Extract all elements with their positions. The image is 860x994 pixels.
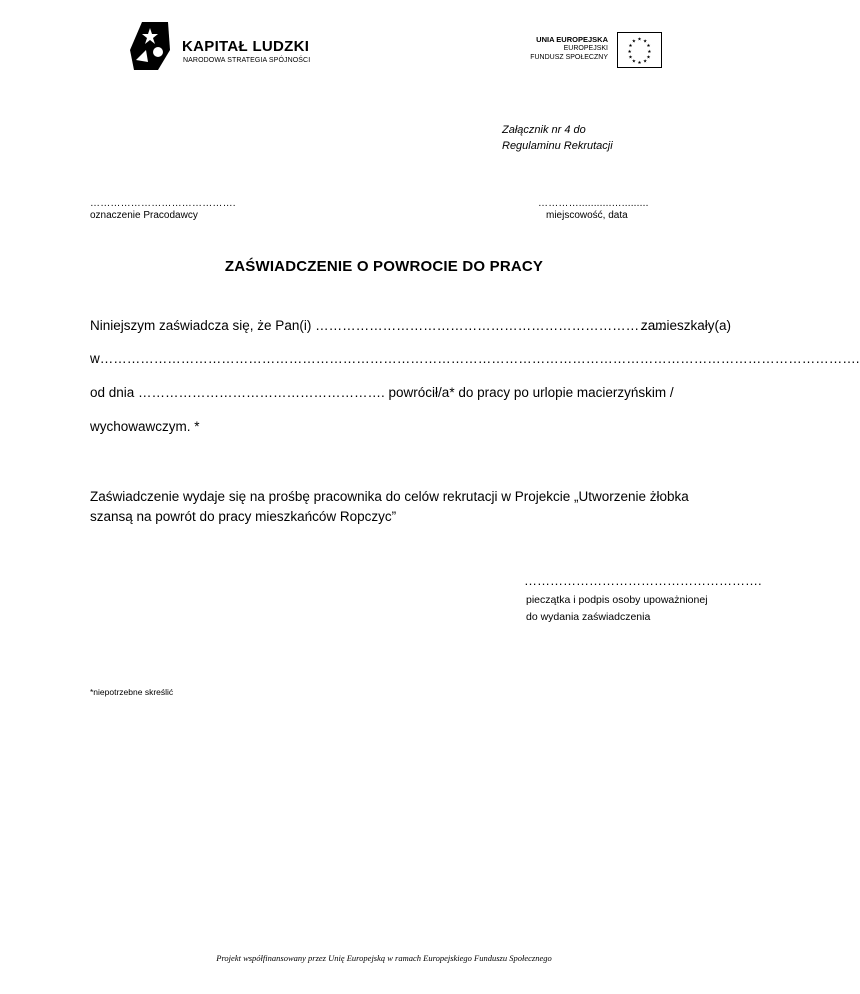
svg-text:★: ★	[643, 59, 648, 65]
statement-text: Zaświadczenie wydaje się na prośbę pracownika do celów rekrutacji w Projekcie „Utworzenie żłobka szansą na powrót do pracy mieszkańców Ropczyc”	[90, 489, 689, 524]
svg-text:★: ★	[646, 44, 651, 50]
paragraph-line1-left: Niniejszym zaświadcza się, że Pan(i) ……………………………………………………………………	[90, 318, 667, 333]
page-footer: Projekt współfinansowany przez Unię Europejską w ramach Europejskiego Funduszu Społecznego	[216, 953, 552, 963]
footnote: *niepotrzebne skreślić	[90, 687, 174, 697]
place-date-dots: …………...........….........	[538, 198, 649, 209]
svg-text:★: ★	[631, 59, 636, 65]
eu-logo-line1: UNIA EUROPEJSKA	[536, 35, 608, 44]
eu-logo-line2: EUROPEJSKI	[563, 45, 608, 52]
svg-text:★: ★	[637, 37, 642, 43]
svg-text:★: ★	[627, 49, 632, 55]
signature-caption-line2: do wydania zaświadczenia	[526, 611, 651, 623]
kapital-ludzki-subtitle: NARODOWA STRATEGIA SPÓJNOŚCI	[183, 57, 311, 64]
svg-text:★: ★	[628, 44, 633, 50]
signature-caption-line1: pieczątka i podpis osoby upoważnionej	[526, 594, 708, 606]
annex-reference	[502, 122, 613, 154]
eu-flag-icon	[617, 32, 662, 68]
svg-text:★: ★	[647, 49, 652, 55]
annex-line2: Regulaminu Rekrutacji	[502, 140, 613, 152]
svg-text:★: ★	[628, 55, 633, 61]
eu-logo-line3: FUNDUSZ SPOŁECZNY	[530, 54, 608, 61]
employer-dots: …………………………………….	[90, 198, 236, 209]
document-title: ZAŚWIADCZENIE O POWROCIE DO PRACY	[224, 258, 544, 275]
svg-text:★: ★	[643, 39, 648, 45]
eu-logo	[514, 30, 662, 70]
place-date-label: miejscowość, data	[546, 210, 628, 221]
signature-dots: ……………………………………………….	[524, 573, 762, 588]
paragraph-line1-right: zamieszkały(a)	[641, 318, 732, 333]
annex-line1: Załącznik nr 4 do	[502, 124, 586, 136]
svg-text:★: ★	[646, 55, 651, 61]
kapital-ludzki-logo-icon	[128, 20, 174, 72]
signature-caption	[526, 592, 708, 626]
svg-text:★: ★	[631, 39, 636, 45]
kapital-ludzki-title: KAPITAŁ LUDZKI	[182, 38, 310, 55]
paragraph-line3: od dnia ………………………………………………. powrócił/a* do pracy po urlopie macierzyńskim /	[90, 385, 674, 400]
svg-text:★: ★	[637, 61, 642, 67]
paragraph-line2: w…………………………………………………………………………………………………………………………………………………….	[90, 351, 860, 366]
employer-label: oznaczenie Pracodawcy	[90, 210, 198, 221]
paragraph-line4: wychowawczym. *	[90, 419, 200, 434]
